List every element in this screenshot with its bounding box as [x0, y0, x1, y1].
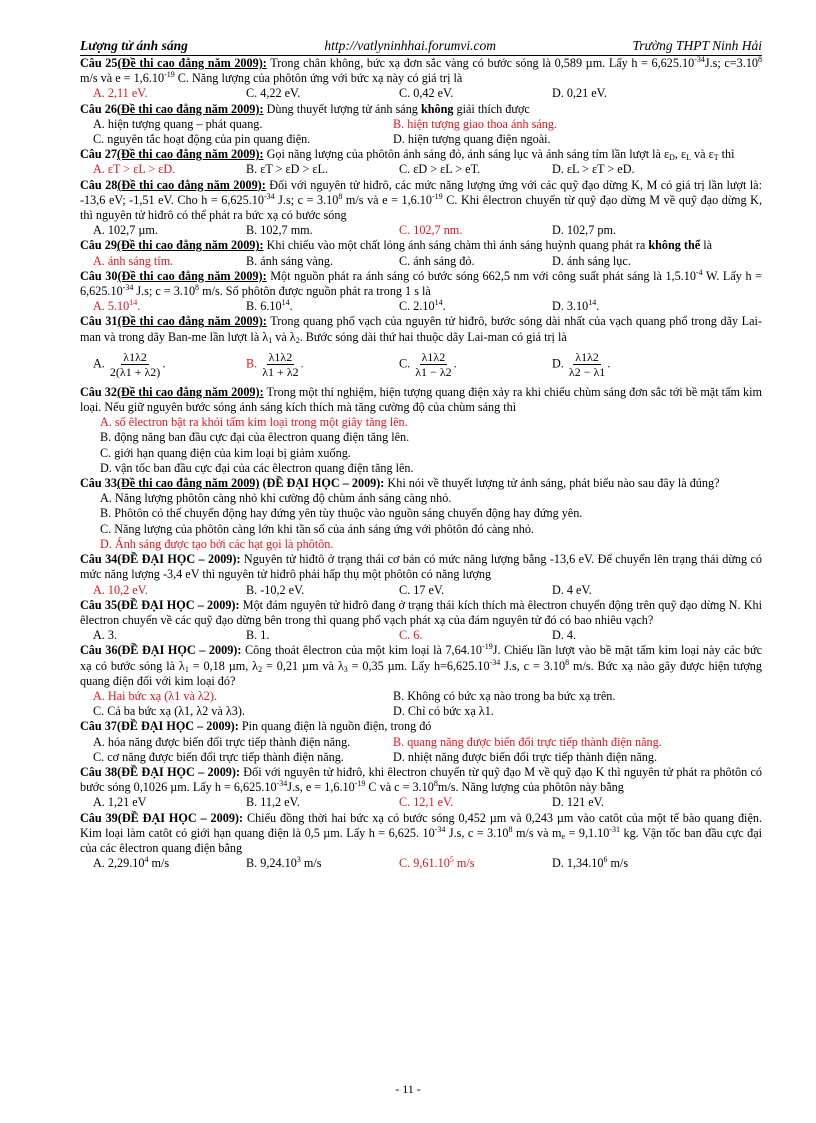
- answer-option[interactable]: B. 102,7 mm.: [246, 223, 313, 238]
- header-school: Trường THPT Ninh Hải: [632, 38, 762, 53]
- answer-option[interactable]: D. $\frac{\lambda 1\lambda 2}{\lambda 2 - \lambda 1}$ .: [552, 350, 611, 380]
- answer-option[interactable]: D. ánh sáng lục.: [552, 253, 631, 268]
- answer-option[interactable]: B. 6.10$^{14}$.: [246, 298, 293, 314]
- answer-option[interactable]: A. $\frac{\lambda 1\lambda 2}{2(\lambda 1 + \lambda 2)}$ .: [93, 350, 166, 380]
- question-35: Câu 35(ĐỀ ĐẠI HỌC – 2009): Một đám nguyên tử hiđrô đang ở trạng thái kích thích mà êlectron chuyển động trên quỹ đạo dừng N. Khi êlectron chuyển về các quỹ đạo dừng bên trong thì quang phổ vạch phát xạ của đám nguyên tử đó có bao nhiêu vạch?: [80, 597, 762, 627]
- question-37: Câu 37(ĐỀ ĐẠI HỌC – 2009): Pin quang điện là nguồn điện, trong đó: [80, 719, 432, 734]
- header-url[interactable]: http://vatlyninhhai.forumvi.com: [324, 38, 497, 53]
- answer-option[interactable]: A. hóa năng được biến đổi trực tiếp thành điện năng.: [93, 734, 351, 749]
- answer-option[interactable]: D. 0,21 eV.: [552, 86, 607, 101]
- answer-option[interactable]: A. 10,2 eV.: [93, 582, 148, 597]
- answer-option[interactable]: B. 1.: [246, 628, 270, 643]
- page-number: - 11 -: [395, 1082, 421, 1096]
- answer-option[interactable]: B. hiện tượng giao thoa ánh sáng.: [393, 116, 558, 131]
- answer-option[interactable]: D. 102,7 pm.: [552, 223, 616, 238]
- question-36: Câu 36(ĐỀ ĐẠI HỌC – 2009): Công thoát êlectron của một kim loại là $7,64.10^{-19}J$. Chiếu lần lượt vào bề mặt tấm kim loại này các bức xạ có bước sóng là $\lambda_1 = 0,18$ µm, $\lambda_2 = 0,21$ µm và $\lambda_3 = 0,35$ µm. Lấy $h=6,625.10^{-34}$ J.s, $c = 3.10^8$ m/s. Bức xạ nào gây được hiện tượng quang điện đối với kim loại đó?: [80, 642, 762, 688]
- question-31: Câu 31(Đề thi cao đẳng năm 2009): Trong quang phổ vạch của nguyên tử hiđrô, bước sóng dài nhất của vạch quang phổ trong dãy Lai-man và trong dãy Ban-me lần lượt là $\lambda_1$ và $\lambda_2$. Bước sóng dài thứ hai thuộc dãy Lai-man có giá trị là: [80, 314, 762, 345]
- answers-27: [80, 162, 762, 177]
- answer-option[interactable]: D. 4 eV.: [552, 582, 592, 597]
- answer-option[interactable]: B. -10,2 eV.: [246, 582, 305, 597]
- answer-option[interactable]: D. hiện tượng quang điện ngoài.: [393, 132, 551, 147]
- answer-option[interactable]: C. 4,22 eV.: [246, 86, 301, 101]
- answers-36b: [80, 704, 762, 719]
- answer-option[interactable]: C. 17 eV.: [399, 582, 445, 597]
- answer-option[interactable]: C. 0,42 eV.: [399, 86, 454, 101]
- answer-option[interactable]: B. 11,2 eV.: [246, 795, 300, 810]
- document-page: [80, 38, 762, 871]
- answer-option[interactable]: B. Không có bức xạ nào trong ba bức xạ trên.: [393, 688, 616, 703]
- answer-option[interactable]: D. Ánh sáng được tạo bởi các hạt gọi là phôtôn.: [100, 536, 334, 551]
- answer-option[interactable]: D. 1,34.10$^6$ m/s: [552, 855, 629, 871]
- answer-option[interactable]: B. quang năng được biến đổi trực tiếp thành điện năng.: [393, 734, 662, 749]
- answer-option[interactable]: A. 3.: [93, 628, 118, 643]
- question-28: Câu 28(Đề thi cao đẳng năm 2009): Đối với nguyên tử hiđrô, các mức năng lượng ứng với các quỹ đạo dừng K, M có giá trị lần lượt là: -13,6 eV; -1,51 eV. Cho $h = 6,625.10^{-34}$ J.s; $c = 3.10^8$ m/s và $e = 1,6.10^{-19}$ C. Khi êlectron chuyển từ quỹ đạo dừng M về quỹ đạo dừng K, thì nguyên tử hiđrô có thể phát ra bức xạ có bước sóng: [80, 177, 763, 223]
- answer-option[interactable]: A. 1,21 eV: [93, 795, 147, 810]
- answer-option[interactable]: D. vận tốc ban đầu cực đại của các êlectron quang điện tăng lên.: [100, 460, 414, 475]
- answer-option[interactable]: A. số êlectron bật ra khỏi tấm kim loại trong một giây tăng lên.: [100, 415, 408, 430]
- question-39: Câu 39(ĐỀ ĐẠI HỌC – 2009): Chiếu đồng thời hai bức xạ có bước sóng 0,452 µm và 0,243 µm vào catôt của một tế bào quang điện. Kim loại làm catôt có giới hạn quang điện là 0,5 µm. Lấy h = 6,625. $10^{-34}$ J.s, $c = 3.10^8$ m/s và $m_e = 9,1.10^{-31}$ kg. Vận tốc ban đầu cực đại của các êlectron quang điện bằng: [80, 810, 762, 855]
- answers-28: [80, 223, 762, 238]
- answer-option[interactable]: D. 4.: [552, 628, 577, 643]
- question-34: Câu 34(ĐỀ ĐẠI HỌC – 2009): Nguyên tử hiđtô ở trạng thái cơ bản có mức năng lượng bằng -13,6 eV. Để chuyển lên trạng thái dừng có mức năng lượng -3,4 eV thì nguyên tử hiđrô phải hấp thụ một phôtôn có năng lượng: [80, 552, 763, 582]
- answers-37: [80, 735, 762, 750]
- answers-29: [80, 254, 762, 269]
- answer-option[interactable]: C. 12,1 eV.: [399, 795, 454, 810]
- answers-25: [80, 86, 762, 101]
- answer-option[interactable]: C. Năng lượng của phôtôn càng lớn khi tần số của ánh sáng ứng với phôtôn đó càng nhỏ.: [100, 521, 534, 536]
- answers-26: [80, 117, 762, 132]
- page-header: [80, 38, 762, 56]
- answer-option[interactable]: A. 2,11 eV.: [93, 86, 148, 101]
- answer-option[interactable]: B. Phôtôn có thể chuyển động hay đứng yên tùy thuộc vào nguồn sáng chuyển động hay đứng yên.: [100, 506, 583, 521]
- question-32: Câu 32(Đề thi cao đẳng năm 2009): Trong một thí nghiệm, hiện tượng quang điện xảy ra khi chiếu chùm sáng đơn sắc tới bề mặt tấm kim loại. Nếu giữ nguyên bước sóng ánh sáng kích thích mà tăng cường độ của chùm sáng thì: [80, 384, 762, 415]
- answer-option[interactable]: C. 9,61.10$^5$ m/s: [399, 855, 475, 871]
- answer-option[interactable]: B. 9,24.10$^3$ m/s: [246, 855, 322, 871]
- answers-36: [80, 689, 762, 704]
- answers-35: [80, 628, 762, 643]
- answer-option[interactable]: C. εD > εL > eT.: [399, 162, 481, 177]
- answer-option[interactable]: B. εT > εD > εL.: [246, 162, 329, 177]
- answers-31: [80, 345, 762, 385]
- question-30: Câu 30(Đề thi cao đẳng năm 2009): Một nguồn phát ra ánh sáng có bước sóng 662,5 nm với công suất phát sáng là $1,5.10^{-4}$ W. Lấy $h = 6,625.10^{-34}$ J.s; $c = 3.10^8$ m/s. Số phôtôn được nguồn phát ra trong 1 s là: [80, 267, 762, 299]
- header-topic: Lượng tử ánh sáng: [80, 38, 188, 53]
- question-33: Câu 33(Đề thi cao đẳng năm 2009) (ĐỀ ĐẠI HỌC – 2009): Khi nói về thuyết lượng tử ánh sáng, phát biểu nào sau đây là đúng?: [80, 476, 720, 491]
- answer-option[interactable]: A. 102,7 µm.: [93, 223, 158, 238]
- answer-option[interactable]: C. $\frac{\lambda 1\lambda 2}{\lambda 1 - \lambda 2}$ .: [399, 350, 457, 380]
- answers-26b: [80, 132, 762, 147]
- answer-option[interactable]: A. ánh sáng tím.: [93, 253, 174, 268]
- answer-option[interactable]: C. ánh sáng đỏ.: [399, 253, 475, 268]
- question-25: Câu 25(Đề thi cao đẳng năm 2009): Trong chân không, bức xạ đơn sắc vàng có bước sóng là 0,589 µm. Lấy $h = 6,625.10^{-34}J.s$; $c=3.10^8$ m/s và $e = 1,6.10^{-19}$ C. Năng lượng của phôtôn ứng với bức xạ này có giá trị là: [80, 55, 763, 86]
- answer-option[interactable]: A. Hai bức xạ (λ1 và λ2).: [93, 688, 218, 703]
- answer-option[interactable]: C. giới hạn quang điện của kim loại bị giảm xuống.: [100, 445, 351, 460]
- answer-option[interactable]: D. 121 eV.: [552, 795, 604, 810]
- answer-option[interactable]: D. εL > εT > eD.: [552, 162, 635, 177]
- answers-37b: [80, 750, 762, 765]
- answers-39: [80, 856, 762, 871]
- answer-option[interactable]: C. 102,7 nm.: [399, 223, 463, 238]
- answer-option[interactable]: A. 5.10$^{14}$.: [93, 298, 141, 314]
- answers-34: [80, 583, 762, 598]
- answer-option[interactable]: C. cơ năng được biến đổi trực tiếp thành điện năng.: [93, 749, 344, 764]
- question-38: Câu 38(ĐỀ ĐẠI HỌC – 2009): Đối với nguyên tử hiđrô, khi êlectron chuyển từ quỹ đạo M về quỹ đạo K thì nguyên tử phát ra phôtôn có bước sóng 0,1026 µm. Lấy $h = 6,625.10^{-34}J.s$, $e = 1,6.10^{-19}$ C và $c = 3.10^8m/s$. Năng lượng của phôtôn này bằng: [80, 764, 762, 795]
- answer-option[interactable]: D. 3.10$^{14}$.: [552, 298, 600, 314]
- answer-option[interactable]: A. εT > εL > εD.: [93, 162, 176, 177]
- answer-option[interactable]: B. động năng ban đầu cực đại của êlectron quang điện tăng lên.: [100, 430, 410, 445]
- answer-option[interactable]: A. 2,29.10$^4$ m/s: [93, 855, 170, 871]
- answer-option[interactable]: C. nguyên tắc hoạt động của pin quang điện.: [93, 132, 311, 147]
- answer-option[interactable]: A. Năng lượng phôtôn càng nhỏ khi cường độ chùm ánh sáng càng nhỏ.: [100, 491, 452, 506]
- answers-38: [80, 795, 762, 810]
- answer-option[interactable]: D. Chỉ có bức xạ λ1.: [393, 704, 494, 719]
- question-27: Câu 27(Đề thi cao đẳng năm 2009): Gọi năng lượng của phôtôn ánh sáng đỏ, ánh sáng lục và ánh sáng tím lần lượt là $\varepsilon_D$, $\varepsilon_L$ và $\varepsilon_T$ thì: [80, 147, 735, 163]
- question-29: Câu 29(Đề thi cao đẳng năm 2009): Khi chiếu vào một chất lỏng ánh sáng chàm thì ánh sáng huỳnh quang phát ra không thể là: [80, 238, 713, 253]
- answer-option[interactable]: C. 2.10$^{14}$.: [399, 298, 446, 314]
- answer-option[interactable]: A. hiện tượng quang – phát quang.: [93, 116, 263, 131]
- answer-option[interactable]: C. Cả ba bức xạ (λ1, λ2 và λ3).: [93, 704, 245, 719]
- answers-30: [80, 299, 762, 314]
- answer-option[interactable]: D. nhiệt năng được biến đổi trực tiếp thành điện năng.: [393, 749, 658, 764]
- answer-option[interactable]: C. 6.: [399, 628, 423, 643]
- answer-option[interactable]: B. $\frac{\lambda 1\lambda 2}{\lambda 1 + \lambda 2}$ .: [246, 350, 304, 380]
- answer-option[interactable]: B. ánh sáng vàng.: [246, 253, 333, 268]
- question-26: Câu 26(Đề thi cao đẳng năm 2009): Dùng thuyết lượng tử ánh sáng không giải thích được: [80, 101, 530, 116]
